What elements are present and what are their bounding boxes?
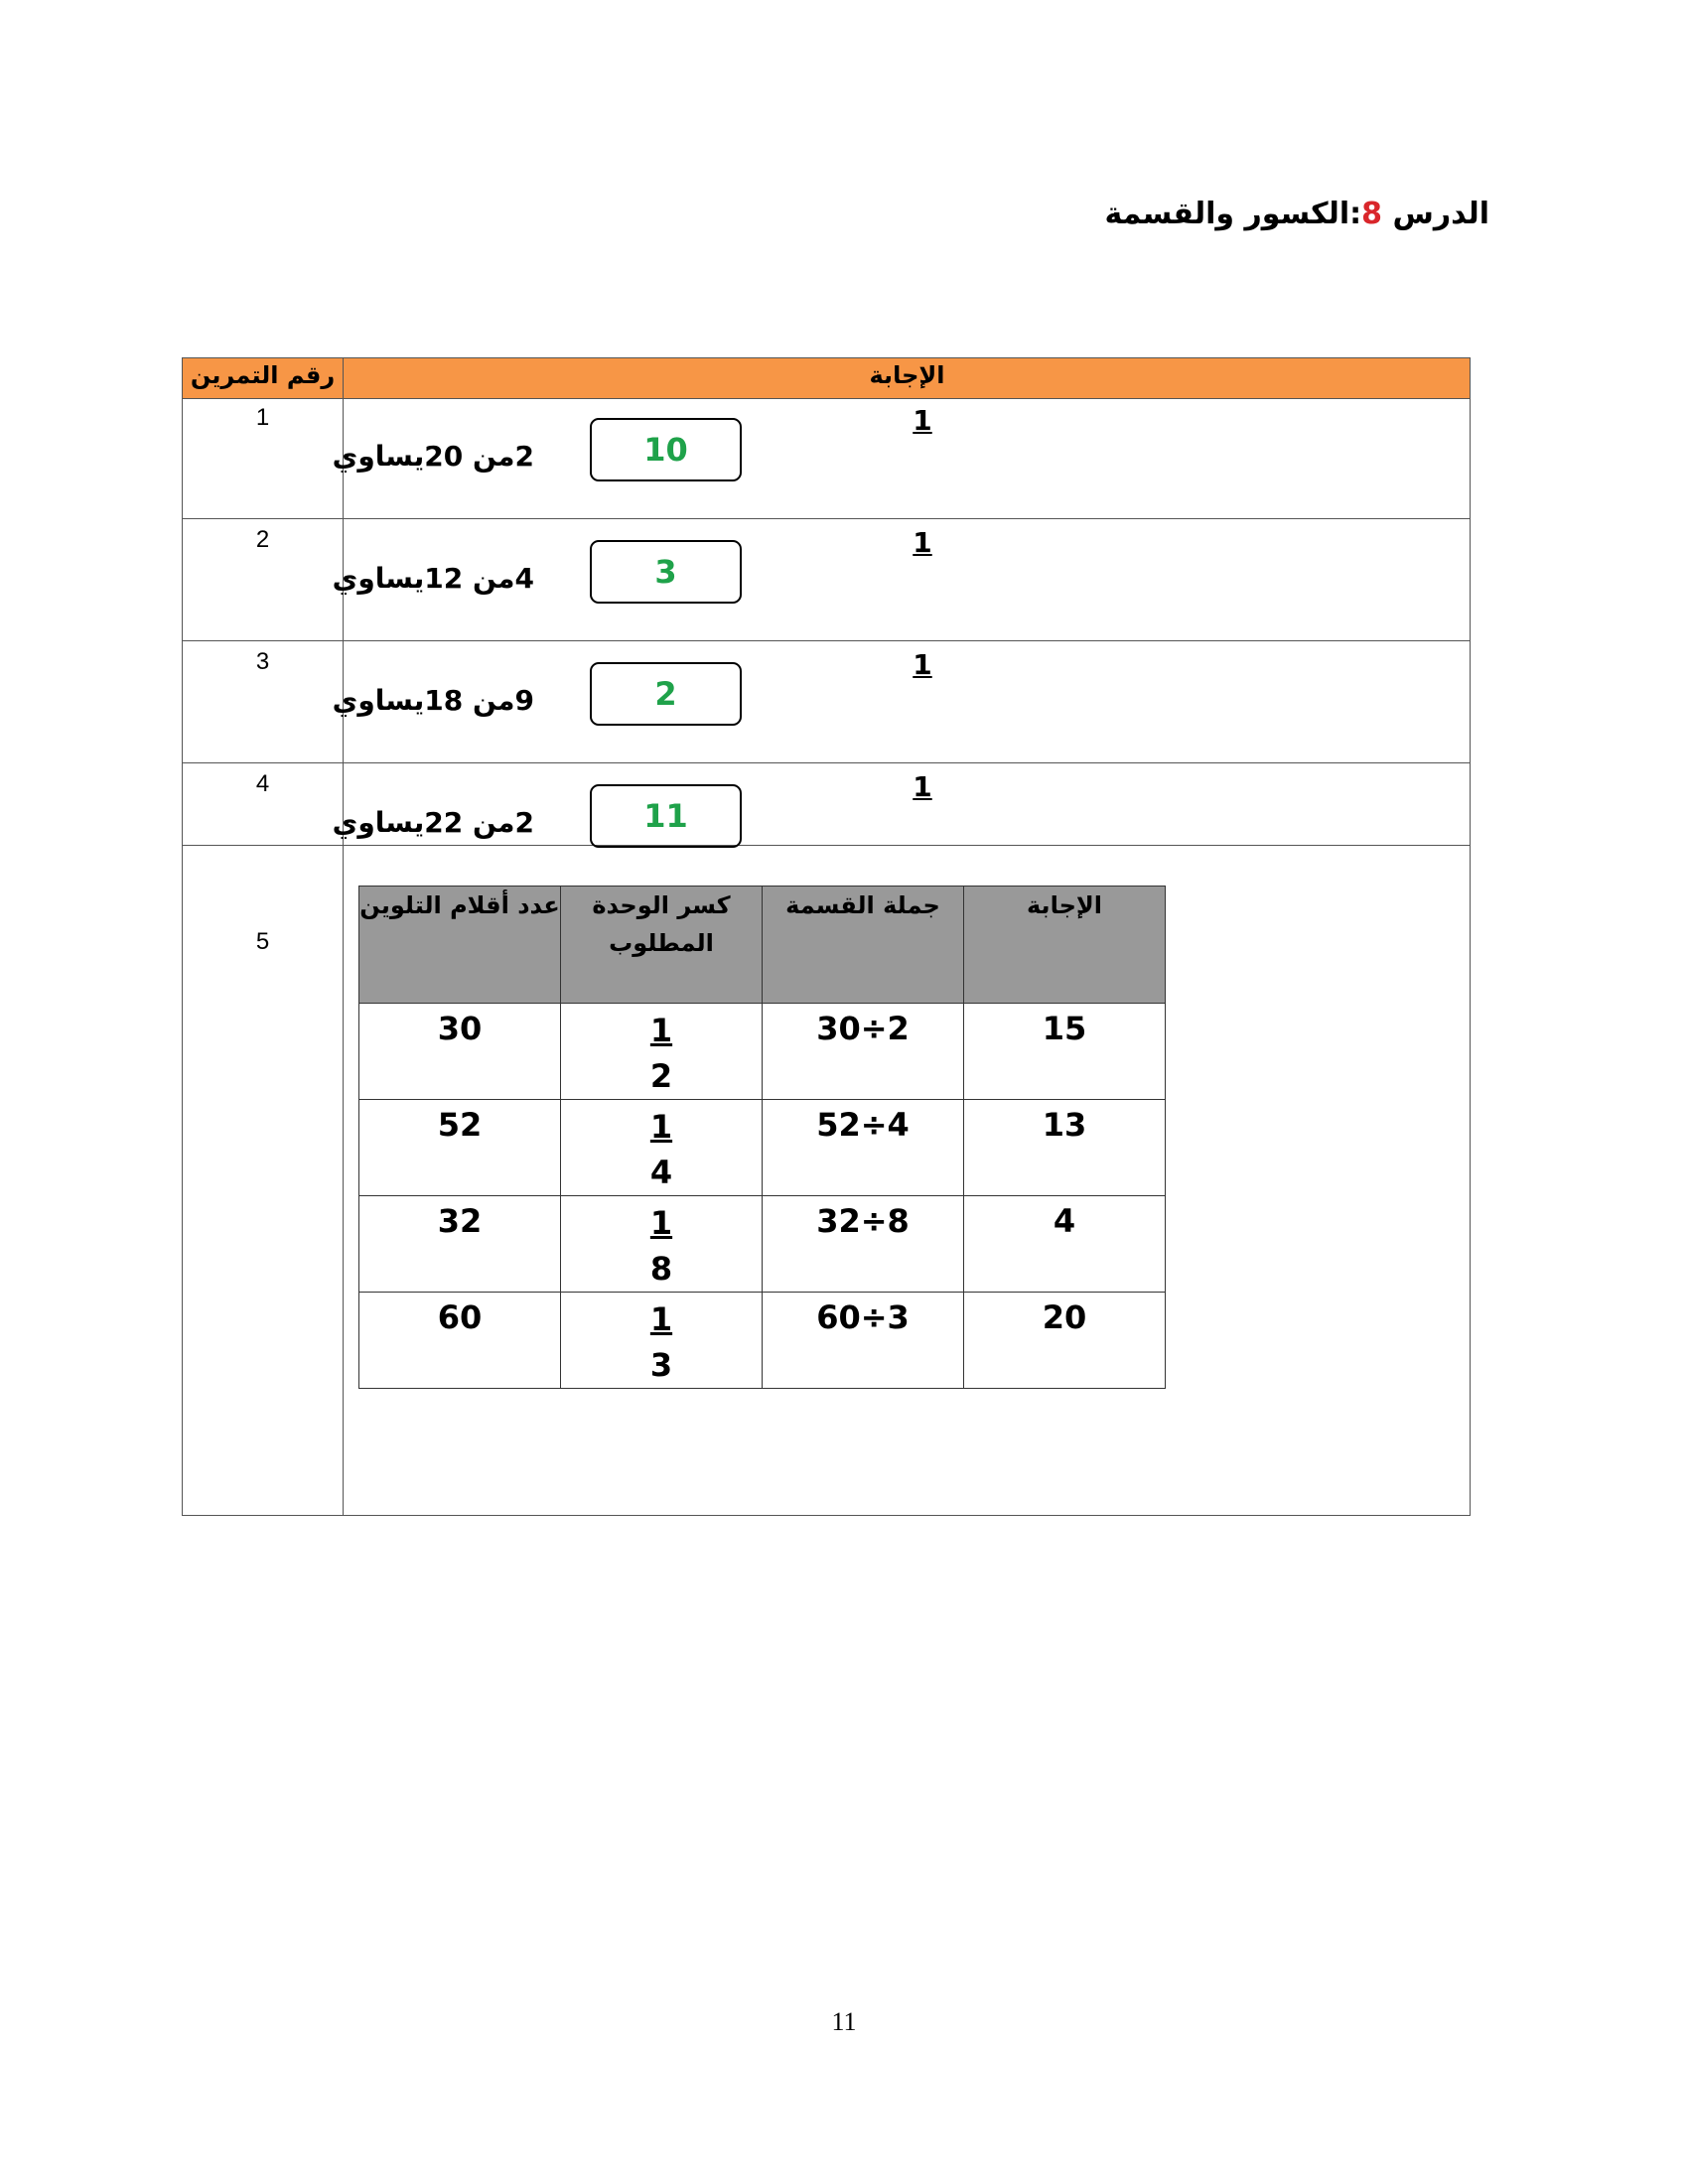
fraction-question: 4من 12يساوي: [332, 562, 534, 595]
fraction-numerator: 1: [913, 526, 932, 559]
unit-fraction: [561, 1004, 763, 1100]
table-row: [359, 1100, 1166, 1196]
answer-value: 15: [964, 1004, 1166, 1100]
row-divider: [183, 762, 1470, 763]
exercise-number: 2: [255, 526, 270, 553]
exercise-number: 1: [255, 404, 270, 431]
unit-fraction: [561, 1293, 763, 1389]
answer-box[interactable]: 11: [590, 784, 742, 848]
row-divider: [183, 518, 1470, 519]
lesson-title-text: :الكسور والقسمة: [1104, 197, 1362, 231]
unit-fraction: [561, 1100, 763, 1196]
fraction-numerator: 1: [913, 648, 932, 681]
answer-value: 20: [964, 1293, 1166, 1389]
fraction-numerator: 1: [649, 1204, 673, 1242]
fraction-question: 9من 18يساوي: [332, 684, 534, 717]
fraction-question: 2من 20يساوي: [332, 440, 534, 473]
header-answer: الإجابة: [964, 887, 1166, 1004]
division-sentence: 52÷4: [763, 1100, 964, 1196]
fraction-denominator: 2: [649, 1057, 673, 1095]
fraction-numerator: 1: [649, 1012, 673, 1049]
fraction-numerator: 1: [913, 770, 932, 803]
fraction-numerator: 1: [649, 1300, 673, 1338]
division-table-header: [359, 887, 1166, 1004]
page-number: 11: [831, 2007, 857, 2036]
header-unit-fraction: كسر الوحدة المطلوب: [561, 887, 763, 1004]
column-divider: [343, 358, 344, 1515]
fraction-numerator: 1: [913, 404, 932, 437]
answer-box[interactable]: 2: [590, 662, 742, 726]
row-divider: [183, 640, 1470, 641]
lesson-number: 8: [1361, 197, 1382, 231]
table-row: [359, 1004, 1166, 1100]
lesson-title: [1104, 197, 1489, 231]
division-sentence: 32÷8: [763, 1196, 964, 1293]
division-sentence: 60÷3: [763, 1293, 964, 1389]
lesson-title-prefix: الدرس: [1392, 197, 1489, 231]
table-row: [359, 1196, 1166, 1293]
fraction-numerator: 1: [649, 1108, 673, 1146]
pens-count: 32: [359, 1196, 561, 1293]
header-exercise-number: رقم التمرين: [190, 361, 336, 389]
division-table: [358, 886, 1166, 1389]
pens-count: 60: [359, 1293, 561, 1389]
pens-count: 52: [359, 1100, 561, 1196]
row-divider: [183, 845, 1470, 846]
fraction-question: 2من 22يساوي: [332, 806, 534, 839]
fraction-denominator: 3: [649, 1346, 673, 1384]
header-pens-count: عدد أقلام التلوين: [359, 887, 561, 1004]
answer-box[interactable]: 10: [590, 418, 742, 481]
division-sentence: 30÷2: [763, 1004, 964, 1100]
exercise-number: 4: [255, 770, 270, 797]
exercise-number: 5: [255, 928, 270, 955]
header-answer: الإجابة: [869, 361, 945, 389]
answer-box[interactable]: 3: [590, 540, 742, 604]
answer-value: 4: [964, 1196, 1166, 1293]
pens-count: 30: [359, 1004, 561, 1100]
table-row: [359, 1293, 1166, 1389]
fraction-denominator: 4: [649, 1154, 673, 1191]
unit-fraction: [561, 1196, 763, 1293]
exercise-number: 3: [255, 648, 270, 675]
answer-value: 13: [964, 1100, 1166, 1196]
header-division-sentence: جملة القسمة: [763, 887, 964, 1004]
fraction-denominator: 8: [649, 1250, 673, 1288]
